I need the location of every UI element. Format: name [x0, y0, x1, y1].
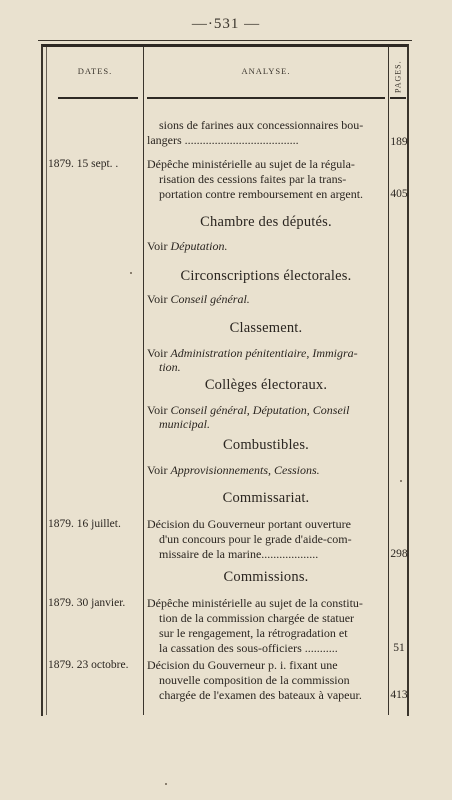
- header-rule-analyse: [147, 97, 385, 99]
- entry-line: tion de la commission chargée de statuer: [159, 611, 355, 625]
- entry-line: sur le rengagement, la rétrogradation et: [159, 626, 348, 640]
- entry-page: 189: [390, 136, 408, 148]
- page-number: —·531 —: [191, 16, 261, 32]
- section-voir-combustibles: [147, 463, 385, 477]
- section-title-commissariat: Commissariat.: [222, 490, 310, 506]
- section-title-circonscriptions: Circonscriptions électorales.: [180, 268, 352, 284]
- voir-label: Voir: [147, 292, 168, 306]
- entry-line: missaire de la marine...................: [159, 547, 319, 561]
- section-voir-circonscriptions: [147, 292, 385, 306]
- section-title-chambre: Chambre des députés.: [200, 214, 332, 230]
- entry-date: 1879. 16 juillet.: [48, 518, 121, 530]
- entry-page: 413: [390, 689, 408, 701]
- entry-line: Dépêche ministérielle au sujet de la régula-: [147, 157, 355, 171]
- section-title-commissions: Commissions.: [223, 569, 309, 585]
- header-analyse: ANALYSE.: [241, 66, 291, 76]
- entry-line: chargée de l'examen des bateaux à vapeur.: [159, 688, 362, 702]
- header-dates: DATES.: [77, 66, 113, 76]
- section-voir-colleges: [147, 403, 385, 431]
- entry-line: d'un concours pour le grade d'aide-com-: [159, 532, 352, 546]
- voir-ref: Conseil général, Députation, Conseil: [170, 403, 350, 417]
- voir-ref: tion.: [159, 360, 181, 374]
- entry-page: 51: [393, 642, 405, 654]
- voir-label: Voir: [147, 346, 168, 360]
- entry-line: portation contre remboursement en argent.: [159, 187, 364, 201]
- section-title-classement: Classement.: [229, 320, 303, 336]
- voir-label: Voir: [147, 239, 168, 253]
- dates-column-rule: [143, 47, 144, 715]
- voir-ref: Députation.: [170, 239, 228, 253]
- voir-ref: Approvisionnements, Cessions.: [170, 463, 320, 477]
- section-voir-classement: [147, 346, 385, 374]
- voir-ref: municipal.: [159, 417, 210, 431]
- header-pages: PAGES.: [393, 60, 403, 94]
- paper-speck: [130, 272, 132, 274]
- entry-page: 298: [390, 548, 408, 560]
- voir-ref: Conseil général.: [170, 292, 250, 306]
- section-voir-chambre: [147, 239, 385, 253]
- entry-page: 405: [390, 188, 408, 200]
- pages-column-rule: [388, 47, 389, 715]
- paper-speck: [400, 480, 402, 482]
- voir-label: Voir: [147, 403, 168, 417]
- entry-line: langers ......................................: [147, 133, 299, 147]
- voir-label: Voir: [147, 463, 168, 477]
- entry-line: Décision du Gouverneur portant ouverture: [147, 517, 351, 531]
- entry-line: nouvelle composition de la commission: [159, 673, 350, 687]
- entry-line: sions de farines aux concessionnaires bou-: [159, 118, 364, 132]
- header-rule-pages: [390, 97, 406, 99]
- section-title-colleges: Collèges électoraux.: [204, 377, 328, 393]
- entry-line: risation des cessions faites par la trans-: [159, 172, 347, 186]
- entry-line: Dépêche ministérielle au sujet de la constitu-: [147, 596, 363, 610]
- entry-date: 1879. 23 octobre.: [48, 659, 129, 671]
- entry-date: 1879. 15 sept. .: [48, 158, 119, 170]
- header-rule-dates: [58, 97, 138, 99]
- section-title-combustibles: Combustibles.: [223, 437, 309, 453]
- entry-date: 1879. 30 janvier.: [48, 597, 126, 609]
- voir-ref: Administration pénitentiaire, Immigra-: [170, 346, 358, 360]
- entry-line: Décision du Gouverneur p. i. fixant une: [147, 658, 338, 672]
- paper-speck: [165, 783, 167, 785]
- entry-line: la cassation des sous-officiers ...........: [159, 641, 338, 655]
- left-inner-rule: [46, 47, 47, 715]
